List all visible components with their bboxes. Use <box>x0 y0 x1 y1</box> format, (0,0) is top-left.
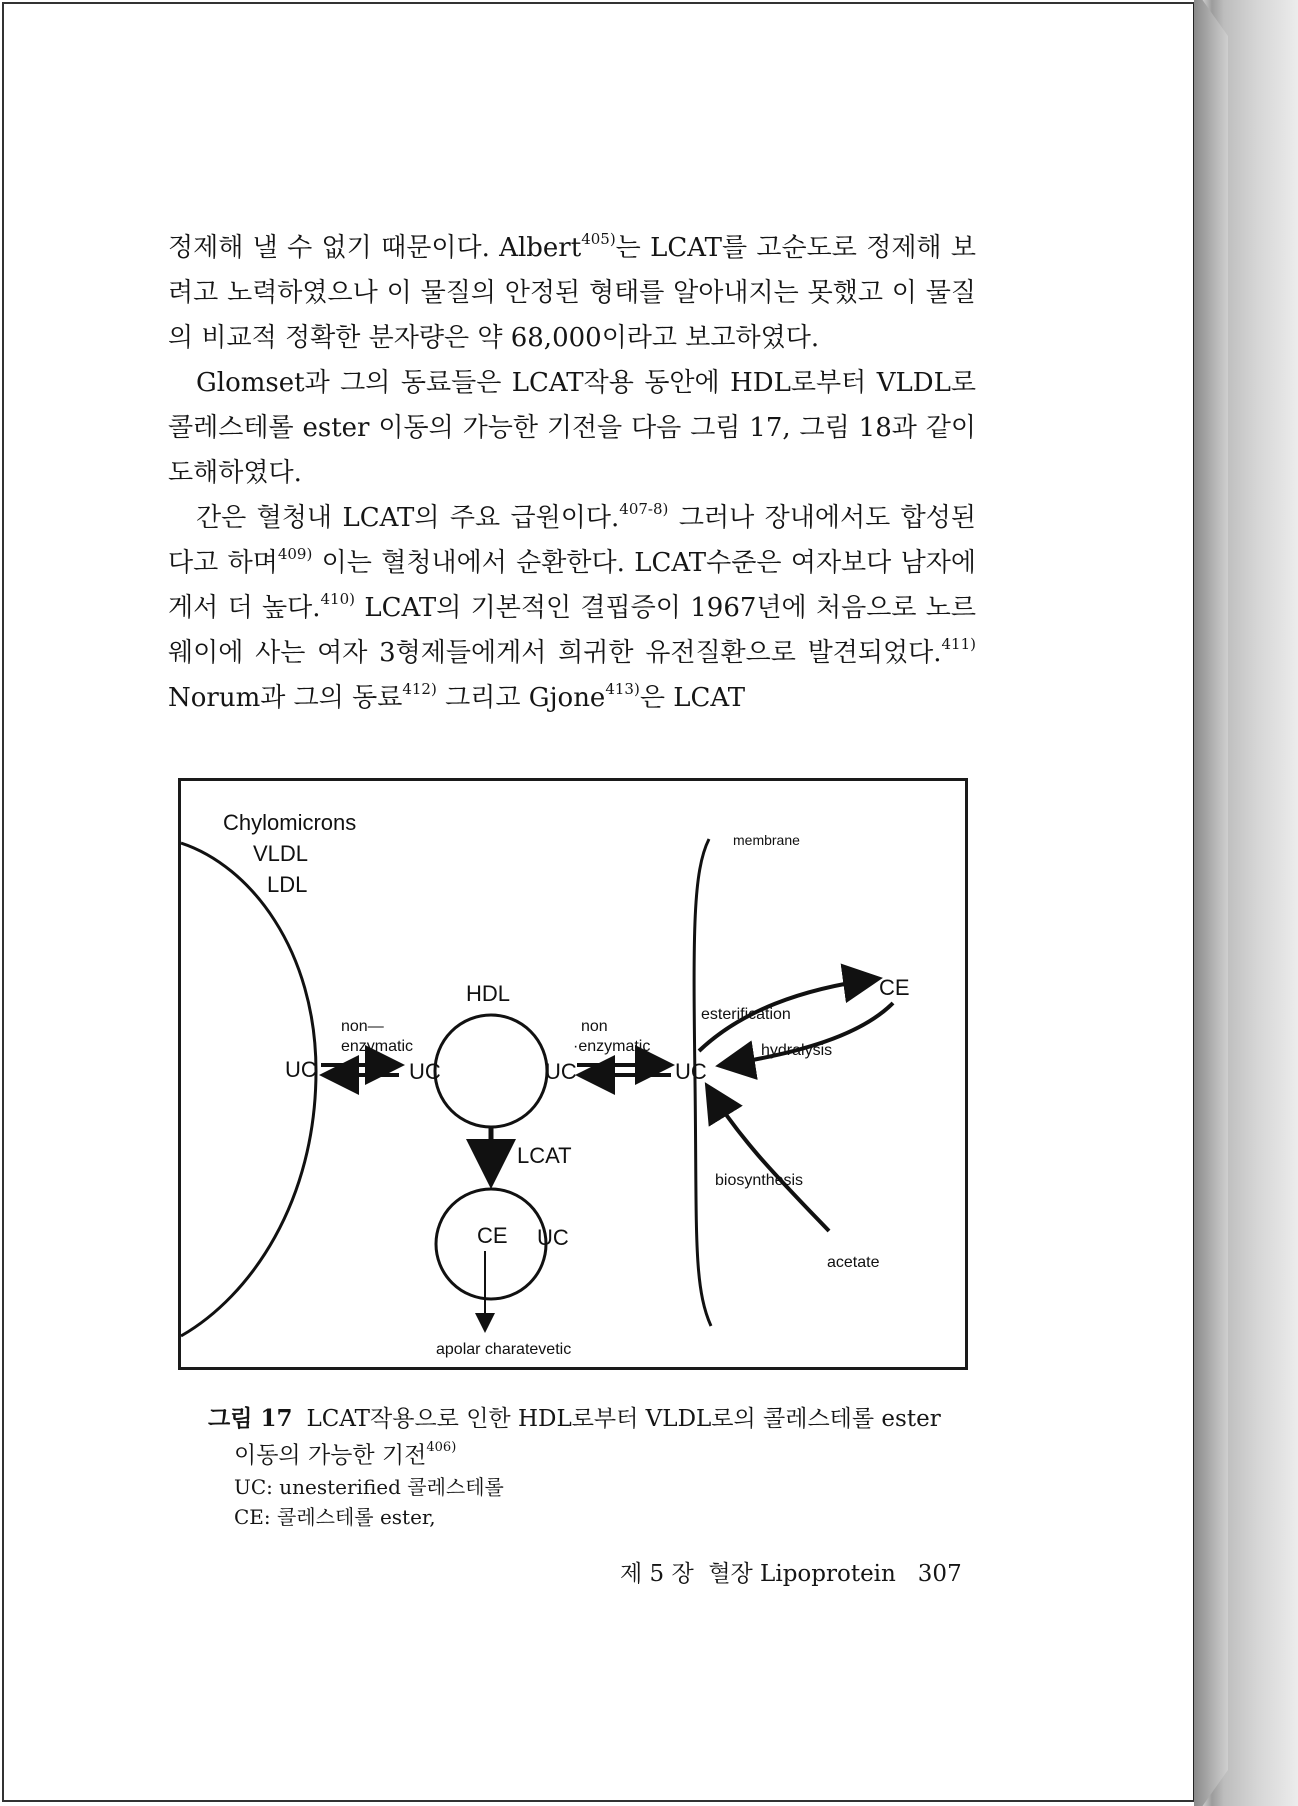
caption-number: 그림 17 <box>208 1405 293 1432</box>
citation-ref: 405) <box>581 230 616 249</box>
lipoprotein-surface-arc <box>181 843 316 1336</box>
citation-ref: 410) <box>320 590 355 609</box>
biosynthesis-label: biosynthesis <box>715 1172 804 1189</box>
footer-chapter: 제 5 장 혈장 Lipoprotein <box>620 1561 896 1587</box>
non-enzymatic-right-1: non <box>581 1018 608 1035</box>
citation-ref: 409) <box>277 545 313 564</box>
caption-line2: 이동의 가능한 기전 <box>234 1442 427 1469</box>
biosynthesis-arrow <box>709 1089 829 1231</box>
uc-left-label: UC <box>285 1057 317 1082</box>
book-spine-edge <box>1194 0 1228 1806</box>
uc-membrane-label: UC <box>675 1059 707 1084</box>
body-text-segment: 간은 혈청내 LCAT의 주요 급원이다. <box>196 503 620 533</box>
body-text-segment: 그러나 장내에서도 합성된다고 하며 <box>168 503 976 578</box>
hdl-label: HDL <box>466 981 511 1006</box>
vldl-label: VLDL <box>253 841 309 866</box>
apolar-label: apolar charatevetic <box>436 1341 572 1358</box>
non-enzymatic-left-2: enzymatic <box>341 1038 414 1055</box>
uc-inner-label: UC <box>537 1225 569 1250</box>
citation-ref: 412) <box>402 680 437 699</box>
lcat-label: LCAT <box>517 1143 572 1168</box>
caption-note-ce: CE: 콜레스테롤 ester, <box>234 1504 436 1529</box>
acetate-label: acetate <box>827 1254 880 1271</box>
page-footer <box>620 1555 960 1588</box>
caption-title: LCAT작용으로 인한 HDL로부터 VLDL로의 콜레스테롤 ester <box>306 1406 941 1432</box>
esterification-label: esterification <box>701 1006 791 1023</box>
ldl-label: LDL <box>267 872 308 897</box>
body-text-segment: 이는 혈청내에서 순환한다. LCAT수준은 여자보다 남자에게서 더 높다. <box>168 548 976 623</box>
caption-ref: 406) <box>426 1440 457 1455</box>
membrane-label: membrane <box>733 832 800 848</box>
page-number: 307 <box>917 1561 962 1587</box>
citation-ref: 411) <box>941 635 976 654</box>
chylomicrons-label: Chylomicrons <box>223 810 357 835</box>
uc-hdl-left-label: UC <box>409 1059 441 1084</box>
ce-right-label: CE <box>879 975 910 1000</box>
body-text-segment: Glomset과 그의 동료들은 LCAT작용 동안에 HDL로부터 VLDL로 콜레스테롤 ester 이동의 가능한 기전을 다음 그림 17, 그림 18과 같이 도해하였다. <box>168 368 976 488</box>
body-text-segment: Norum과 그의 동료 <box>168 683 403 713</box>
body-paragraph <box>168 496 976 721</box>
figure-17-diagram <box>178 778 968 1370</box>
body-text-segment: LCAT의 기본적인 결핍증이 1967년에 처음으로 노르웨이에 사는 여자 3형제들에게서 희귀한 유전질환으로 발견되었다. <box>168 593 976 668</box>
citation-ref: 407-8) <box>619 500 669 519</box>
body-text <box>168 226 976 721</box>
figure-caption <box>208 1403 988 1532</box>
body-text-segment: 은 LCAT <box>639 683 746 713</box>
citation-ref: 413) <box>605 680 640 699</box>
uc-hdl-right-label: UC <box>545 1059 577 1084</box>
hdl-circle <box>435 1015 547 1127</box>
body-text-segment: 는 LCAT를 고순도로 정제해 보려고 노력하였으나 이 물질의 안정된 형태를 알아내지는 못했고 이 물질의 비교적 정확한 분자량은 약 68,000이라고 보고하였다. <box>168 233 976 353</box>
ce-inner-label: CE <box>477 1223 508 1248</box>
body-paragraph <box>168 361 976 496</box>
non-enzymatic-right-2: ·enzymatic <box>573 1038 651 1055</box>
body-text-segment: 그리고 Gjone <box>436 683 606 713</box>
body-paragraph <box>168 226 976 361</box>
non-enzymatic-left-1: non— <box>341 1018 384 1035</box>
hydralysis-label: hydralysis <box>761 1042 833 1059</box>
body-text-segment: 정제해 낼 수 없기 때문이다. Albert <box>168 233 582 263</box>
lcat-diagram <box>181 781 965 1367</box>
caption-note-uc: UC: unesterified 콜레스테롤 <box>234 1474 504 1499</box>
